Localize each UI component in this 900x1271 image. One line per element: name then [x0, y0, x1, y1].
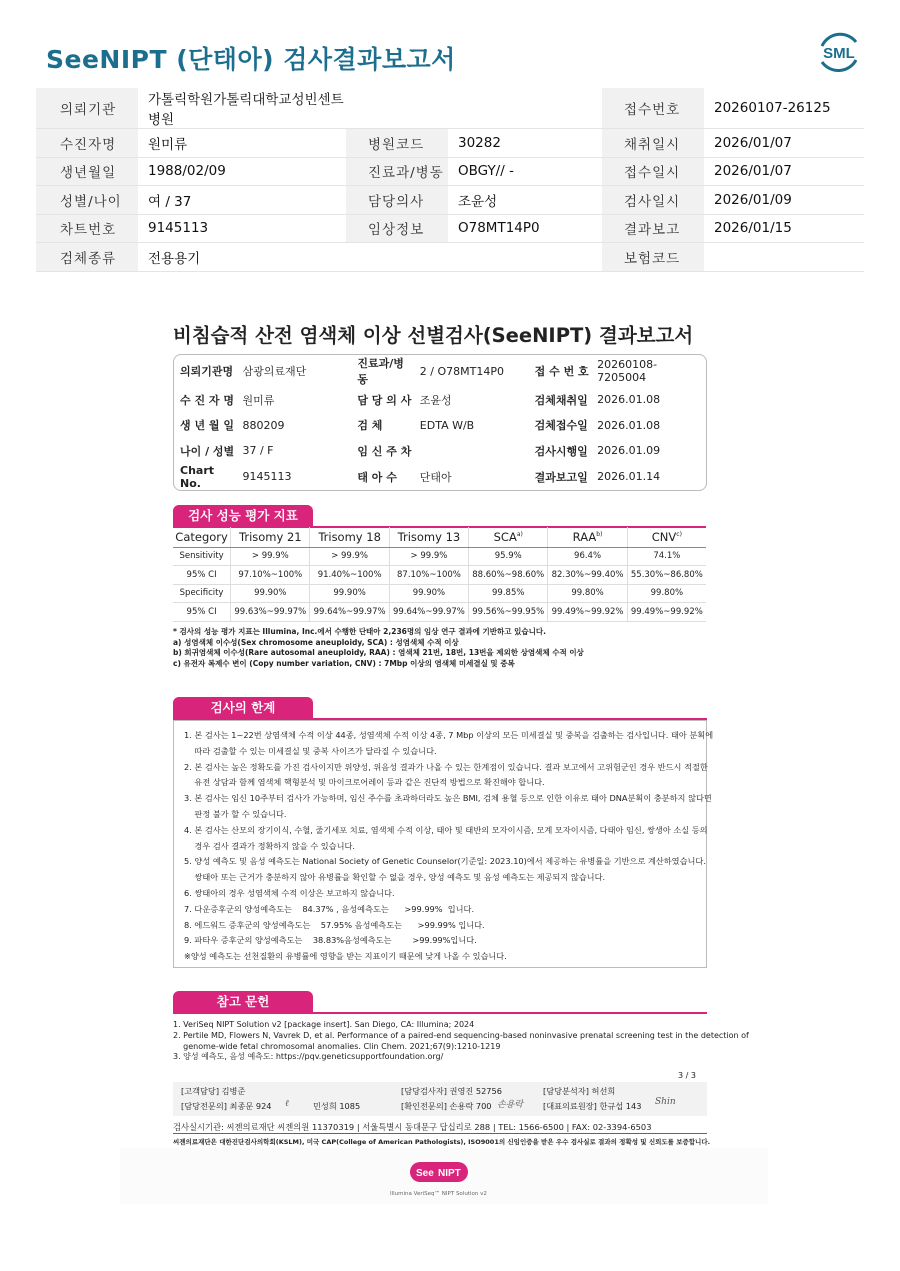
brand-caption: Illumina VeriSeq™ NIPT Solution v2	[390, 1191, 487, 1197]
references-list	[173, 1020, 749, 1063]
signature-2: 손용락	[497, 1100, 524, 1110]
performance-header	[231, 527, 310, 547]
summary-table	[36, 88, 864, 272]
report-info-label: 의뢰기관명	[180, 365, 234, 378]
performance-cell: 95.9%	[469, 547, 548, 566]
summary-label: 수진자명	[36, 129, 138, 158]
limit-item: 5. 양성 예측도 및 음성 예측도는 National Society of Genetic Counselor(기준일: 2023.10)에서 제공하는 유병률을 기반으로 계산하였습니다.	[184, 856, 706, 867]
signature-3: Shin	[655, 1097, 676, 1107]
summary-label: 접수번호	[602, 88, 704, 129]
performance-cell: 82.30%~99.40%	[548, 566, 627, 585]
report-info-value: 9145113	[242, 470, 292, 483]
report-info-label: 검사시행일	[534, 444, 588, 458]
summary-value: 조윤성	[448, 186, 602, 215]
performance-table	[173, 527, 706, 622]
performance-header-label: Trisomy 13	[397, 529, 461, 544]
report-info-row	[174, 438, 706, 464]
performance-cell: Sensitivity	[173, 547, 231, 566]
performance-tab: 검사 성능 평가 지표	[173, 505, 313, 527]
performance-cell: 99.64%~99.97%	[389, 603, 468, 622]
performance-cell: 97.10%~100%	[231, 566, 310, 585]
report-info-label: 검체접수일	[534, 419, 588, 433]
performance-cell: 91.40%~100%	[310, 566, 389, 585]
footer-rule	[173, 1133, 707, 1134]
report-info-value: 조윤성	[419, 393, 452, 407]
performance-header	[627, 527, 706, 547]
summary-label: 진료과/병동	[346, 157, 448, 186]
performance-cell: > 99.9%	[231, 547, 310, 566]
performance-cell: 99.49%~99.92%	[548, 603, 627, 622]
summary-row	[36, 129, 864, 158]
limit-item: ※양성 예측도는 선천질환의 유병률에 영향을 받는 지표이기 때문에 낮게 나올 수 있습니다.	[184, 951, 507, 962]
summary-label: 접수일시	[602, 157, 704, 186]
staff-director: [대표의료원장] 한규섭 143	[543, 1101, 642, 1111]
performance-header-label: CNV	[651, 529, 677, 544]
report-info-label: 태 아 수	[357, 470, 397, 484]
report-info-value: 원미류	[242, 393, 275, 407]
staff-analyst: [담당분석자] 허선희	[543, 1086, 616, 1096]
summary-value: 30282	[448, 129, 602, 158]
report-info-label: 임 신 주 차	[357, 444, 412, 458]
report-info-value: 20260108-7205004	[597, 358, 658, 384]
report-info-label: 수 진 자 명	[180, 393, 234, 407]
svg-text:See: See	[416, 1168, 434, 1179]
summary-value: 전용용기	[138, 243, 346, 272]
summary-value: 원미류	[138, 129, 346, 158]
summary-label: 채취일시	[602, 129, 704, 158]
limit-item: 4. 본 검사는 산모의 장기이식, 수혈, 줄기세포 치료, 염색체 수적 이상, 태아 및 태반의 모자이시즘, 모계 모자이시즘, 다태아 임신, 쌍생아 소실 등의	[184, 824, 708, 835]
performance-note: b) 희귀염색체 이수성(Rare autosomal aneuploidy, RAA) : 염색체 21번, 18번, 13번을 제외한 상염색체 수적 이상	[173, 648, 584, 657]
performance-cell: 95% CI	[173, 603, 231, 622]
performance-cell: 99.63%~99.97%	[231, 603, 310, 622]
accreditation-note: 씨젠의료재단은 대한진단검사의학회(KSLM), 미국 CAP(College of American Pathologists), ISO9001의 신임인증을 받은 우수 검사실로 결과의 정확성 및 신뢰도를 보증합니다.	[173, 1138, 711, 1146]
performance-header-sup: c)	[676, 530, 682, 538]
staff-confirming: [확인전문의] 손용락 700	[401, 1101, 492, 1111]
seenipt-logo	[410, 1162, 468, 1182]
performance-header-label: RAA	[572, 529, 597, 544]
limit-item: 경우 검사 결과가 정확하지 않을 수 있습니다.	[184, 840, 355, 851]
performance-notes	[173, 627, 584, 669]
performance-cell: > 99.9%	[389, 547, 468, 566]
report-info-value: 2026.01.14	[597, 470, 661, 483]
performance-header	[173, 527, 231, 547]
performance-note: * 검사의 성능 평가 지표는 Illumina, Inc.에서 수행한 단태아 2,236명의 임상 연구 결과에 기반하고 있습니다.	[173, 627, 546, 636]
staff-examiner: [담당검사자] 권영진 52756	[401, 1086, 502, 1096]
page-number: 3 / 3	[678, 1071, 696, 1080]
staff-physician-2: 민성희 1085	[313, 1101, 361, 1111]
performance-row	[173, 603, 706, 622]
performance-cell: 99.90%	[389, 584, 468, 603]
summary-value: 20260107-26125	[704, 88, 864, 129]
svg-text:SML: SML	[823, 45, 855, 62]
performance-header	[469, 527, 548, 547]
references-tab: 참고 문헌	[173, 991, 313, 1013]
staff-box	[173, 1082, 707, 1116]
limit-item: 따라 검출할 수 있는 미세결실 및 중복 사이즈가 달라질 수 있습니다.	[184, 745, 437, 756]
limit-item: 1. 본 검사는 1~22번 상염색체 수적 이상 44종, 성염색체 수적 이상 4종, 7 Mbp 이상의 모든 미세결실 및 중복을 검출하는 검사입니다. 태아 분획에	[184, 730, 714, 740]
page-title: SeeNIPT (단태아) 검사결과보고서	[46, 45, 456, 74]
report-info-value: EDTA W/B	[419, 418, 475, 432]
report-info-label: Chart No.	[180, 463, 215, 490]
summary-value: OBGY// -	[448, 157, 602, 186]
summary-row	[36, 157, 864, 186]
lab-info: 검사실시기관: 씨젠의료재단 씨젠의원 11370319 | 서울특별시 동대문구 답십리로 288 | TEL: 1566-6500 | FAX: 02-3394-6503	[173, 1122, 652, 1132]
performance-cell: 99.85%	[469, 584, 548, 603]
performance-cell: 55.30%~86.80%	[627, 566, 706, 585]
report-info-row	[174, 413, 706, 439]
performance-cell: 99.80%	[627, 584, 706, 603]
performance-row	[173, 547, 706, 566]
summary-label: 검체종류	[36, 243, 138, 272]
summary-label: 결과보고	[602, 214, 704, 243]
report-info-label: 담 당 의 사	[357, 393, 412, 407]
performance-cell: 99.56%~99.95%	[469, 603, 548, 622]
performance-header-sup: a)	[516, 530, 523, 538]
performance-cell: 99.49%~99.92%	[627, 603, 706, 622]
report-info-row	[174, 355, 706, 387]
summary-label: 검사일시	[602, 186, 704, 215]
performance-header-label: Trisomy 21	[239, 529, 302, 544]
performance-cell: 87.10%~100%	[389, 566, 468, 585]
summary-row	[36, 243, 864, 272]
report-info-label: 검 체	[357, 419, 383, 433]
report-info-value: 2026.01.08	[597, 393, 661, 407]
summary-value: 1988/02/09	[138, 157, 346, 186]
performance-cell: 74.1%	[627, 547, 706, 566]
reference-item: 3. 양성 예측도, 음성 예측도: https://pqv.geneticsupportfoundation.org/	[173, 1052, 444, 1062]
performance-header-sup: b)	[596, 530, 603, 538]
report-info-value: 880209	[242, 418, 285, 432]
report-title: 비침습적 산전 염색체 이상 선별검사(SeeNIPT) 결과보고서	[173, 324, 694, 347]
performance-row	[173, 584, 706, 603]
summary-label	[346, 88, 448, 129]
performance-header	[310, 527, 389, 547]
limit-item: 3. 본 검사는 임신 10주부터 검사가 가능하며, 임신 주수를 초과하더라도 높은 BMI, 검체 용혈 등으로 인한 이유로 태아 DNA분획이 충분하지 않다면	[184, 793, 712, 804]
performance-row	[173, 566, 706, 585]
summary-row	[36, 88, 864, 129]
report-info-label: 생 년 월 일	[180, 419, 234, 433]
report-info-value: 2026.01.09	[597, 444, 661, 458]
staff-customer: [고객담당] 김병준	[181, 1086, 246, 1096]
summary-label: 의뢰기관	[36, 88, 138, 129]
summary-label: 임상정보	[346, 214, 448, 243]
signature-1: ℓ	[285, 1099, 289, 1109]
summary-value: 2026/01/09	[704, 186, 864, 215]
summary-value: O78MT14P0	[448, 214, 602, 243]
report-info-row	[174, 387, 706, 413]
report-info-label: 진료과/병동	[357, 357, 404, 386]
report-info-value: 2 / O78MT14P0	[419, 364, 504, 378]
performance-cell: > 99.9%	[310, 547, 389, 566]
report-info-row	[174, 464, 706, 490]
summary-label: 성별/나이	[36, 186, 138, 215]
limit-item: 2. 본 검사는 높은 정확도를 가진 검사이지만 위양성, 위음성 결과가 나올 수 있는 한계점이 있습니다. 결과 보고에서 고위험군인 경우 반드시 적절한	[184, 761, 708, 772]
limit-item: 쌍태아 또는 근거가 충분하지 않아 유병률을 확인할 수 없을 경우, 양성 예측도 및 음성 예측도는 제공되지 않습니다.	[184, 872, 606, 883]
report-info-label: 결과보고일	[534, 470, 588, 484]
summary-label: 생년월일	[36, 157, 138, 186]
summary-value: 가톨릭학원가톨릭대학교성빈센트병원	[138, 88, 346, 129]
limit-item: 유전 상담과 함께 염색체 핵형분석 및 마이크로어레이 등과 같은 진단적 방법으로 확진해야 합니다.	[184, 777, 545, 788]
reference-item: genome-wide fetal chromosomal anomalies. Clin Chem. 2021;67(9):1210-1219	[173, 1041, 501, 1051]
summary-label: 보험코드	[602, 243, 704, 272]
reference-item: 2. Pertile MD, Flowers N, Vavrek D, et al. Performance of a paired-end sequencing-based noninvasive prenatal screening test in the detection of	[173, 1030, 749, 1040]
report-info-value: 삼광의료재단	[242, 365, 307, 378]
performance-cell: 88.60%~98.60%	[469, 566, 548, 585]
summary-value: 2026/01/07	[704, 129, 864, 158]
report-info-table	[173, 354, 707, 491]
performance-cell: Specificity	[173, 584, 231, 603]
performance-header-label: Category	[175, 529, 228, 544]
performance-note: c) 유전자 복제수 변이 (Copy number variation, CNV) : 7Mbp 이상의 염색체 미세결실 및 중복	[173, 658, 515, 668]
summary-label: 담당의사	[346, 186, 448, 215]
limit-item: 판정 불가 할 수 있습니다.	[184, 808, 287, 819]
performance-cell: 96.4%	[548, 547, 627, 566]
report-info-label: 검체채취일	[534, 393, 588, 407]
limits-list	[184, 728, 714, 965]
report-info-label: 나이 / 성별	[180, 444, 235, 458]
summary-value: 9145113	[138, 214, 346, 243]
report-info-value: 37 / F	[242, 444, 274, 458]
summary-label: 병원코드	[346, 129, 448, 158]
performance-cell: 95% CI	[173, 566, 231, 585]
summary-value: 여 / 37	[138, 186, 346, 215]
summary-label	[346, 243, 448, 272]
staff-physician: [담당전문의] 최종문 924	[181, 1101, 272, 1111]
performance-header	[548, 527, 627, 547]
svg-text:NIPT: NIPT	[438, 1168, 461, 1179]
limit-item: 7. 다운증후군의 양성예측도는 84.37% , 음성예측도는 >99.99% 입니다.	[184, 903, 475, 914]
report-info-value: 2026.01.08	[597, 418, 661, 432]
limit-item: 6. 쌍태아의 경우 성염색체 수적 이상은 보고하지 않습니다.	[184, 887, 395, 898]
summary-value: 2026/01/07	[704, 157, 864, 186]
reference-item: 1. VeriSeq NIPT Solution v2 [package insert]. San Diego, CA: Illumina; 2024	[173, 1020, 475, 1029]
performance-cell: 99.80%	[548, 584, 627, 603]
summary-label: 차트번호	[36, 214, 138, 243]
performance-note: a) 성염색체 이수성(Sex chromosome aneuploidy, SCA) : 성염색체 수적 이상	[173, 637, 459, 647]
performance-cell: 99.90%	[231, 584, 310, 603]
summary-row	[36, 214, 864, 243]
limit-item: 8. 에드워드 증후군의 양성예측도는 57.95% 음성예측도는 >99.99% 입니다.	[184, 919, 485, 930]
limits-tab: 검사의 한계	[173, 697, 313, 719]
summary-value	[704, 243, 864, 272]
sml-logo	[812, 28, 866, 76]
performance-header-label: SCA	[493, 529, 517, 544]
performance-header	[389, 527, 468, 547]
report-info-label: 접 수 번 호	[534, 365, 589, 378]
summary-value: 2026/01/15	[704, 214, 864, 243]
limit-item: 9. 파타우 증후군의 양성예측도는 38.83%음성예측도는 >99.99%입니다.	[184, 935, 477, 946]
performance-cell: 99.90%	[310, 584, 389, 603]
summary-value	[448, 243, 602, 272]
references-rule	[173, 1012, 707, 1014]
report-info-value: 단태아	[419, 470, 452, 484]
performance-header-label: Trisomy 18	[318, 529, 381, 544]
summary-value	[448, 88, 602, 129]
report-info-value	[414, 438, 529, 464]
performance-cell: 99.64%~99.97%	[310, 603, 389, 622]
summary-row	[36, 186, 864, 215]
